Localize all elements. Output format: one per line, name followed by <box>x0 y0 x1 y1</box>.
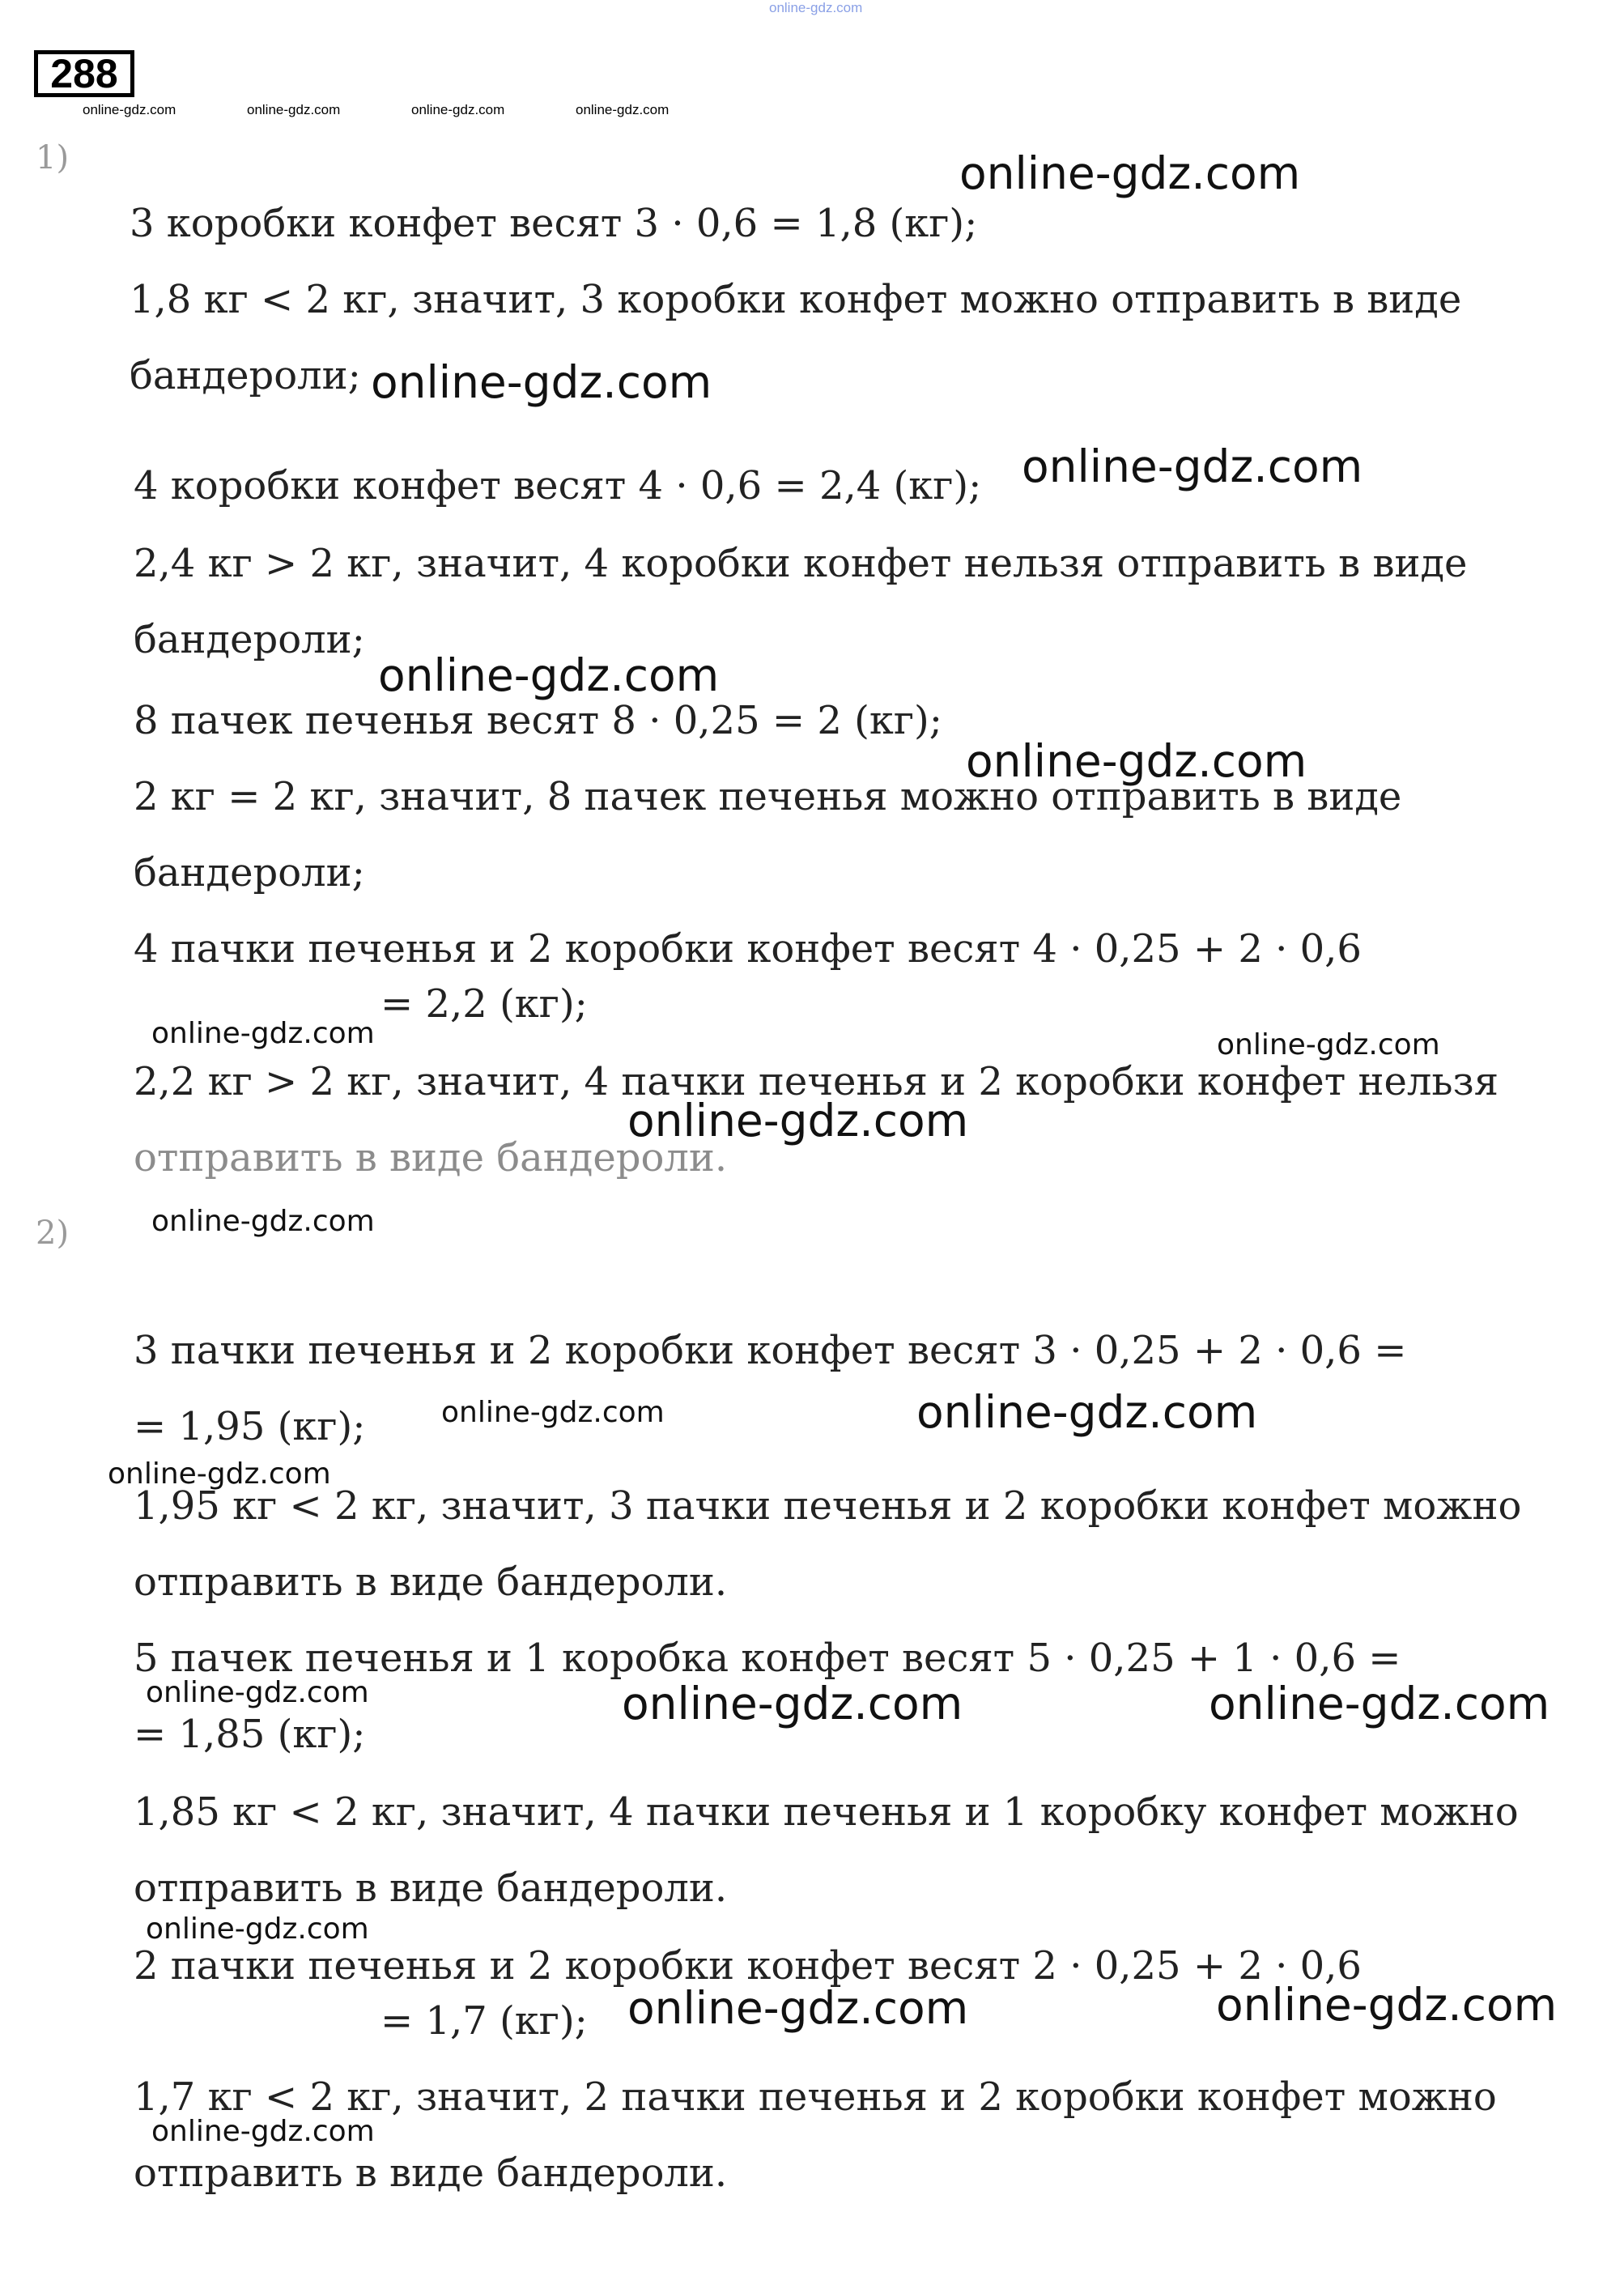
header-watermark: online-gdz.com <box>576 102 670 117</box>
watermark: online-gdz.com <box>916 1386 1258 1438</box>
solution-line: 1,85 кг < 2 кг, значит, 4 пачки печенья и 1 коробку конфет можно <box>134 1789 1519 1835</box>
watermark: online-gdz.com <box>1209 1678 1550 1729</box>
solution-line: отправить в виде бандероли. <box>134 1559 728 1605</box>
watermark: online-gdz.com <box>1217 1028 1440 1061</box>
solution-line: 8 пачек печенья весят 8 · 0,25 = 2 (кг); <box>134 698 942 743</box>
solution-line: 2 кг = 2 кг, значит, 8 пачек печенья можно отправить в виде <box>134 774 1402 819</box>
solution-line: бандероли; <box>134 617 365 662</box>
part2-marker: 2) <box>36 1215 70 1252</box>
solution-line: = 1,7 (кг); <box>380 1998 588 2044</box>
solution-line: отправить в виде бандероли. <box>134 1865 728 1911</box>
watermark: online-gdz.com <box>146 1912 369 1946</box>
solution-line: отправить в виде бандероли. <box>134 1135 728 1181</box>
task-number-box: 288 <box>34 50 134 97</box>
header-watermark: online-gdz.com <box>247 102 341 117</box>
solution-line: 4 коробки конфет весят 4 · 0,6 = 2,4 (кг); <box>134 463 982 508</box>
solution-line: 1,8 кг < 2 кг, значит, 3 коробки конфет можно отправить в виде <box>130 277 1462 322</box>
solution-line: = 1,85 (кг); <box>134 1712 366 1757</box>
watermark: online-gdz.com <box>151 2115 375 2148</box>
watermark: online-gdz.com <box>622 1678 963 1729</box>
watermark: online-gdz.com <box>1022 440 1363 492</box>
watermark: online-gdz.com <box>441 1396 665 1429</box>
solution-line: 5 пачек печенья и 1 коробка конфет весят 5 · 0,25 + 1 · 0,6 = <box>134 1636 1401 1681</box>
watermark: online-gdz.com <box>108 1457 331 1491</box>
watermark: online-gdz.com <box>966 735 1307 787</box>
solution-line: бандероли; <box>134 850 365 896</box>
watermark: online-gdz.com <box>378 649 720 701</box>
watermark: online-gdz.com <box>627 1982 969 2034</box>
watermark: online-gdz.com <box>959 147 1301 199</box>
solution-line: = 2,2 (кг); <box>380 981 588 1027</box>
solution-line: = 1,95 (кг); <box>134 1404 366 1449</box>
part1-marker: 1) <box>36 139 70 177</box>
watermark: online-gdz.com <box>146 1676 369 1709</box>
watermark: online-gdz.com <box>151 1017 375 1050</box>
solution-line: 3 пачки печенья и 2 коробки конфет весят 3 · 0,25 + 2 · 0,6 = <box>134 1328 1407 1373</box>
solution-line: 1,95 кг < 2 кг, значит, 3 пачки печенья и 2 коробки конфет можно <box>134 1483 1522 1529</box>
solution-line: 4 пачки печенья и 2 коробки конфет весят 4 · 0,25 + 2 · 0,6 <box>134 926 1362 972</box>
solution-line: отправить в виде бандероли. <box>134 2151 728 2196</box>
solution-line: 2,4 кг > 2 кг, значит, 4 коробки конфет нельзя отправить в виде <box>134 541 1468 586</box>
header-watermark: online-gdz.com <box>83 102 176 117</box>
solution-line: 2,2 кг > 2 кг, значит, 4 пачки печенья и 2 коробки конфет нельзя <box>134 1059 1499 1104</box>
watermark: online-gdz.com <box>627 1095 969 1147</box>
solution-line: бандероли; <box>130 353 361 398</box>
solution-line: 3 коробки конфет весят 3 · 0,6 = 1,8 (кг); <box>130 201 978 246</box>
watermark: online-gdz.com <box>1216 1979 1558 2031</box>
watermark: online-gdz.com <box>371 356 712 408</box>
watermark: online-gdz.com <box>151 1205 375 1238</box>
solution-line: 2 пачки печенья и 2 коробки конфет весят 2 · 0,25 + 2 · 0,6 <box>134 1943 1362 1989</box>
top-url-watermark: online-gdz.com <box>769 0 863 15</box>
header-watermark: online-gdz.com <box>411 102 505 117</box>
solution-line: 1,7 кг < 2 кг, значит, 2 пачки печенья и 2 коробки конфет можно <box>134 2074 1497 2120</box>
